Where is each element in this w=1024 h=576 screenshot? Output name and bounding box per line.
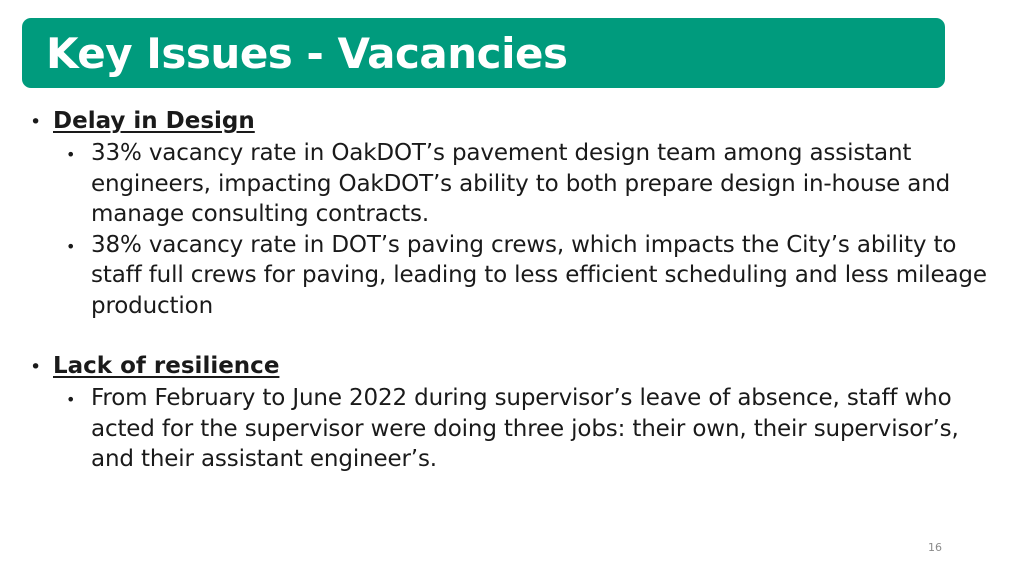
section-heading-row (30, 106, 990, 138)
slide-title: Key Issues - Vacancies (46, 28, 568, 78)
bullet-icon: • (66, 390, 76, 409)
title-banner (22, 18, 945, 88)
section-heading: Lack of resilience (53, 353, 280, 379)
section-delay-in-design (30, 106, 990, 321)
sub-bullet-text: 33% vacancy rate in OakDOT’s pavement design team among assistant engineers, impacting OakDOT’s ability to both prepare design in-house and manage consulting contracts. (91, 140, 951, 227)
section-heading: Delay in Design (53, 108, 255, 134)
sub-bullet-text: 38% vacancy rate in DOT’s paving crews, which impacts the City’s ability to staff full crews for paving, leading to less efficient scheduling and less mileage production (91, 231, 987, 319)
slide-body (30, 106, 990, 505)
sub-bullet-item (30, 383, 990, 475)
sub-bullet-item (30, 230, 990, 322)
bullet-icon: • (66, 145, 76, 164)
section-heading-row (30, 351, 990, 383)
bullet-icon: • (30, 111, 42, 133)
section-lack-of-resilience (30, 351, 990, 475)
bullet-icon: • (30, 356, 42, 378)
sub-bullet-item (30, 138, 990, 230)
bullet-icon: • (66, 236, 76, 256)
sub-bullet-text: From February to June 2022 during supervisor’s leave of absence, staff who acted for the supervisor were doing three jobs: their own, their supervisor’s, and their assistant engineer’s. (91, 385, 959, 472)
page-number: 16 (928, 541, 942, 554)
